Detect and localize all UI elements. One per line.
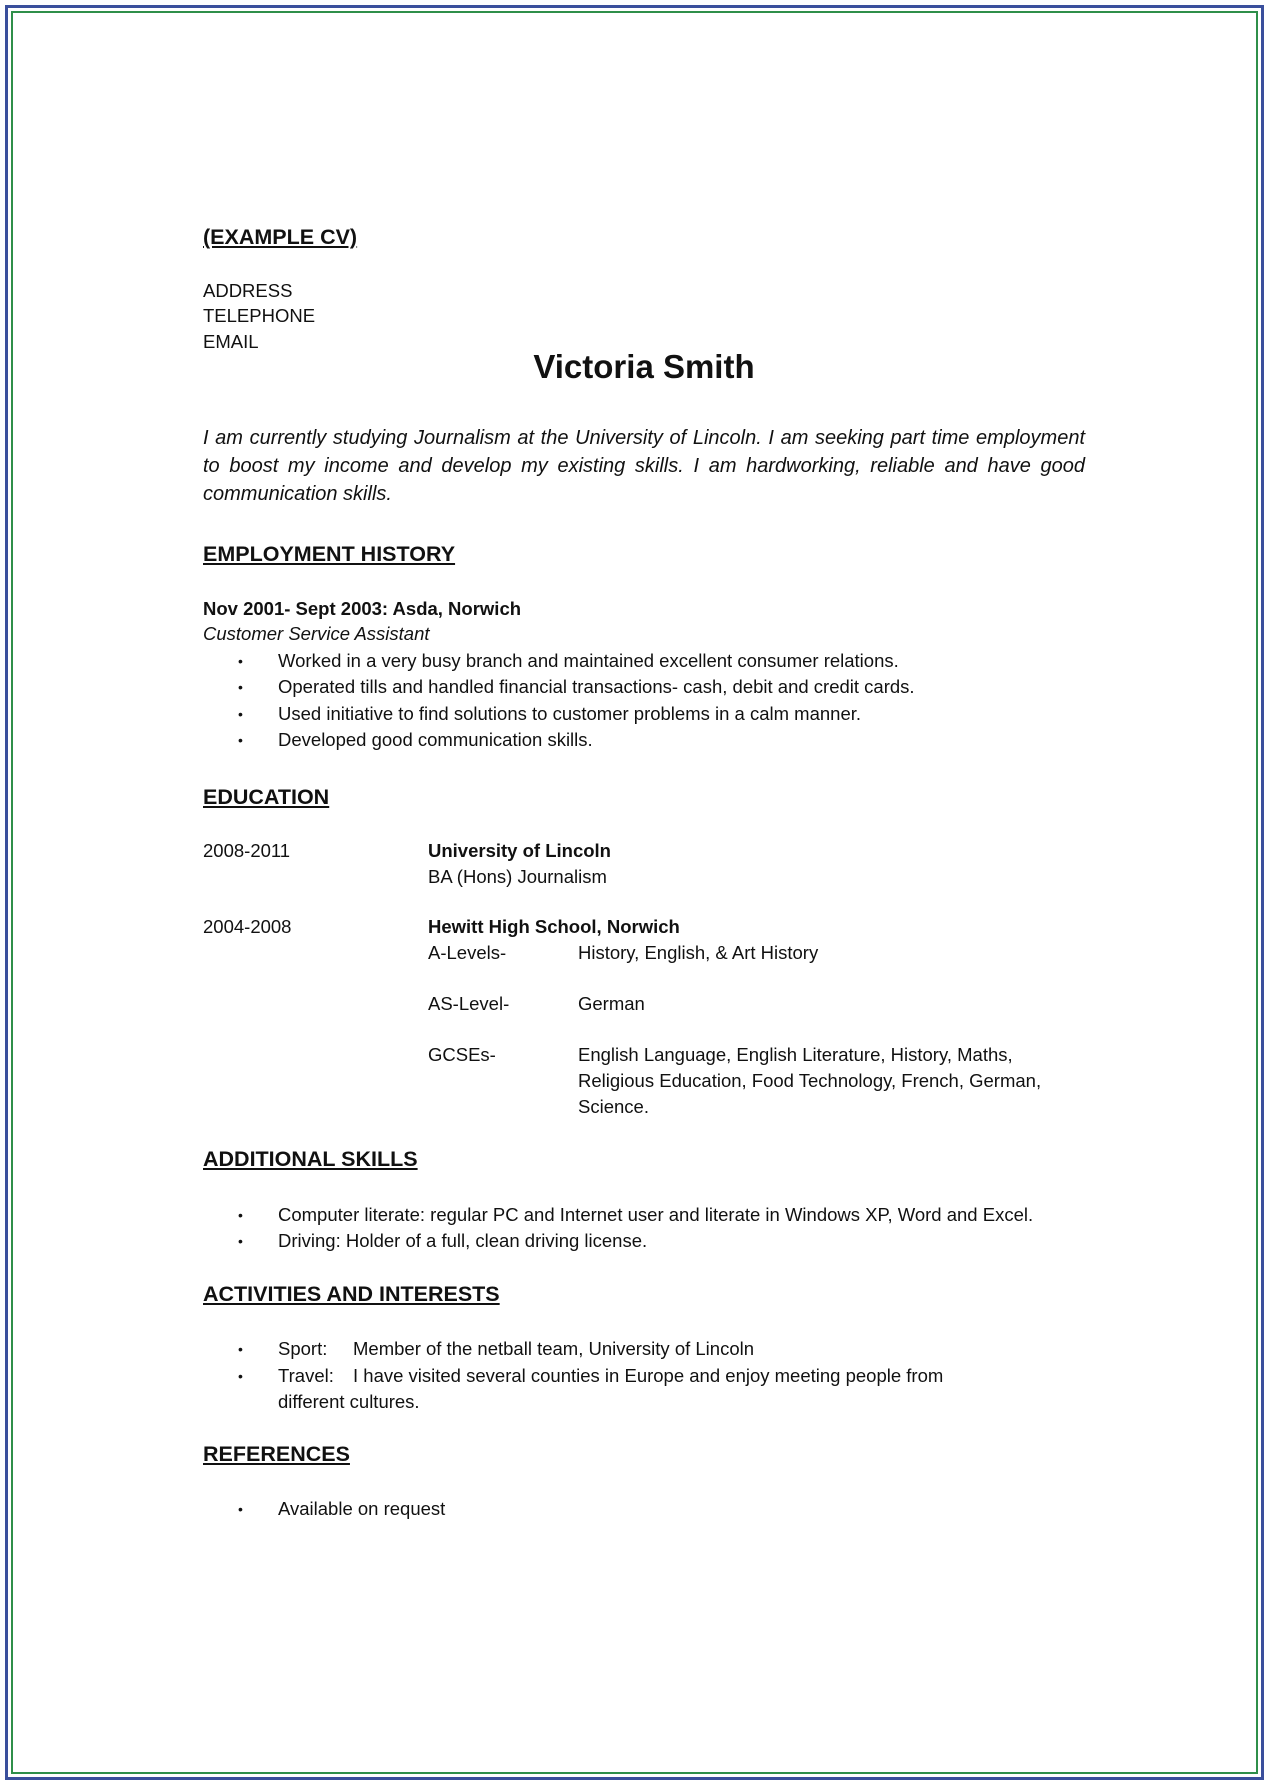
qualification-subjects: German (578, 993, 645, 1014)
skill-bullet: Driving: Holder of a full, clean driving license. (278, 1230, 648, 1251)
email-line: EMAIL (203, 331, 259, 352)
bullet-icon: • (238, 1341, 243, 1357)
candidate-name: Victoria Smith (533, 348, 755, 385)
job-role: Customer Service Assistant (203, 623, 430, 644)
employment-bullet: Used initiative to find solutions to customer problems in a calm manner. (278, 703, 862, 724)
activities-heading: ACTIVITIES AND INTERESTS (203, 1282, 500, 1306)
bullet-icon: • (238, 679, 243, 695)
education-years: 2004-2008 (203, 916, 292, 937)
employment-heading: EMPLOYMENT HISTORY (203, 542, 456, 566)
qualification-subjects: English Language, English Literature, History, Maths, Religious Education, Food Technology, French, German, Science. (578, 1044, 1042, 1117)
qualification-subjects: History, English, & Art History (578, 942, 819, 963)
skills-heading: ADDITIONAL SKILLS (203, 1147, 418, 1171)
education-institution: University of Lincoln (428, 840, 611, 861)
bullet-icon: • (238, 653, 243, 669)
address-line: ADDRESS (203, 280, 293, 301)
bullet-icon: • (238, 1501, 243, 1517)
education-heading: EDUCATION (203, 785, 330, 809)
qualification-level: A-Levels- (428, 942, 507, 963)
bullet-icon: • (238, 732, 243, 748)
employment-bullet: Developed good communication skills. (278, 729, 593, 750)
reference-bullet: Available on request (278, 1498, 446, 1519)
activity-label: Sport: (278, 1338, 328, 1359)
personal-summary: I am currently studying Journalism at the University of Lincoln. I am seeking part time employment to boost my income and develop my existing skills. I am hardworking, reliable and have good communication skills. (203, 427, 1085, 505)
activity-text: I have visited several counties in Europe and enjoy meeting people from different cultures. (278, 1365, 944, 1412)
activity-text: Member of the netball team, University of Lincoln (353, 1338, 755, 1359)
activity-label: Travel: (278, 1365, 334, 1386)
qualification-level: GCSEs- (428, 1044, 496, 1065)
education-detail: BA (Hons) Journalism (428, 866, 607, 887)
bullet-icon: • (238, 706, 243, 722)
job-title-line: Nov 2001- Sept 2003: Asda, Norwich (203, 598, 522, 619)
bullet-icon: • (238, 1207, 243, 1223)
skill-bullet: Computer literate: regular PC and Internet user and literate in Windows XP, Word and Excel. (278, 1204, 1034, 1225)
education-institution: Hewitt High School, Norwich (428, 916, 680, 937)
qualification-level: AS-Level- (428, 993, 510, 1014)
example-cv-label: (EXAMPLE CV) (203, 225, 358, 249)
references-heading: REFERENCES (203, 1442, 350, 1466)
bullet-icon: • (238, 1233, 243, 1249)
bullet-icon: • (238, 1368, 243, 1384)
education-years: 2008-2011 (203, 840, 291, 861)
telephone-line: TELEPHONE (203, 305, 316, 326)
employment-bullet: Operated tills and handled financial transactions- cash, debit and credit cards. (278, 676, 915, 697)
employment-bullet: Worked in a very busy branch and maintained excellent consumer relations. (278, 650, 899, 671)
